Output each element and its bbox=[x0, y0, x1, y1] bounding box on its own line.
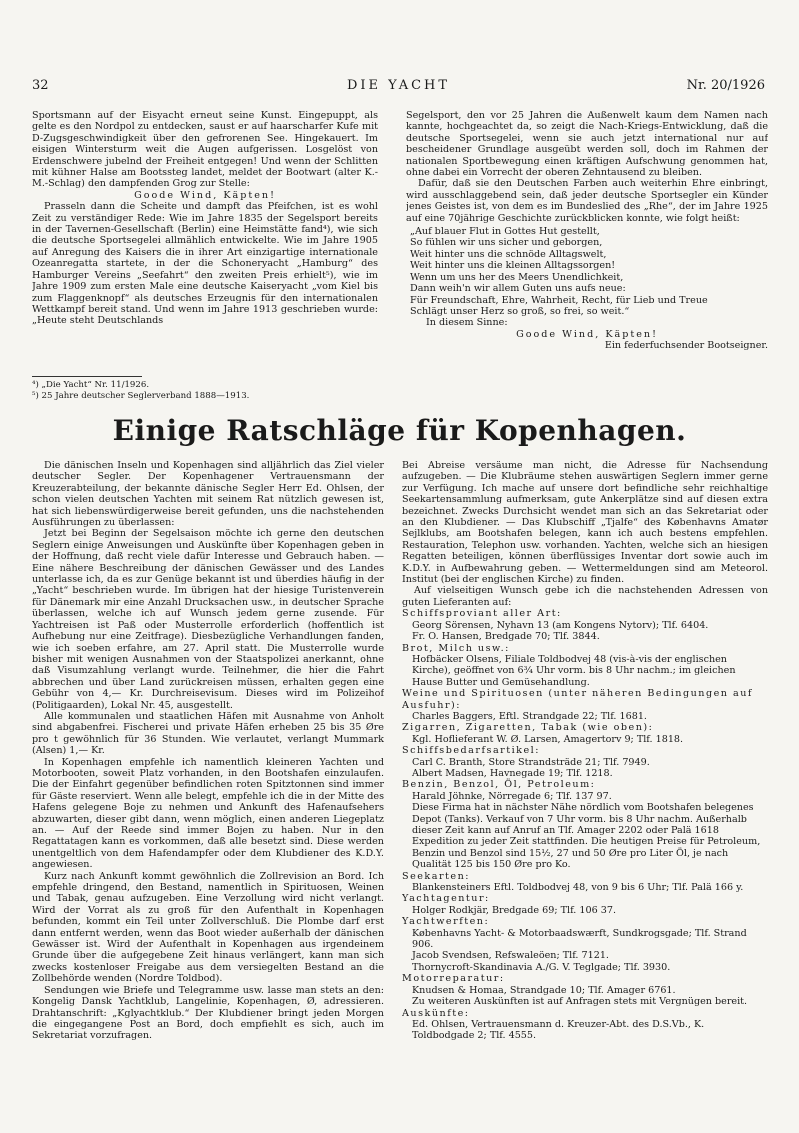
supplier-line: Hofbäcker Olsens, Filiale Toldbodvej 48 (vis-à-vis der englischen Kirche), geöffnet von 6¾ Uhr vorm. bis 8 Uhr nachm.; im gleichen Hause Butter und Gemüsehandlung. bbox=[412, 653, 736, 688]
supplier-category: Yachtagentur: bbox=[402, 893, 490, 905]
supplier-line: Jacob Svendsen, Refswaleöen; Tlf. 7121. bbox=[412, 950, 609, 962]
paragraph: Die dänischen Inseln und Kopenhagen sind alljährlich das Ziel vieler deutscher Segler. Der Kopenhagener Vertrauensmann der Kreuzerabteilung, der bekannte dänische Segler Herr Ed. Ohlsen, der schon vielen deutschen Yachten mit seinem Rat nützlich gewesen ist, hat sich liebenswürdigerweise bereit gefunden, uns die nachstehenden Ausführungen zu überlassen: bbox=[32, 460, 384, 529]
poem-line: Für Freundschaft, Ehre, Wahrheit, Recht, für Lieb und Treue bbox=[410, 294, 708, 306]
paragraph: Dafür, daß sie den Deutschen Farben auch weiterhin Ehre einbringt, wird ausschlaggebend sein, daß jeder deutsche Sportsegler ein Künder jenes Geistes ist, von dem es im Bundeslied des „Rhe“, der im Jahre 1925 auf eine 70jährige Geschichte zurückblicken konnte, wie folgt heißt: bbox=[406, 178, 768, 224]
supplier-line: Georg Sörensen, Nyhavn 13 (am Kongens Nytorv); Tlf. 6404. bbox=[412, 619, 709, 631]
page-header bbox=[32, 78, 765, 98]
supplier-line: Charles Baggers, Eftl. Strandgade 22; Tlf. 1681. bbox=[412, 710, 647, 722]
supplier-line: Thornycroft-Skandinavia A./G. V. Teglgade; Tlf. 3930. bbox=[412, 961, 671, 973]
page-number: 32 bbox=[32, 78, 49, 93]
supplier-category: Schiffsproviant aller Art: bbox=[402, 608, 562, 620]
supplier-line: Holger Rodkjär, Bredgade 69; Tlf. 106 37. bbox=[412, 904, 617, 916]
article-title: Einige Ratschläge für Kopenhagen. bbox=[112, 414, 687, 447]
top-right-column bbox=[406, 110, 768, 410]
supplier-line: Carl C. Branth, Store Strandsträde 21; Tlf. 7949. bbox=[412, 756, 650, 768]
poem-line: Weit hinter uns die schnöde Alltagswelt, bbox=[410, 248, 607, 260]
poem-line: So fühlen wir uns sicher und geborgen, bbox=[410, 237, 603, 249]
top-left-column bbox=[32, 110, 378, 372]
poem-line: Wenn um uns her des Meers Unendlichkeit, bbox=[410, 271, 624, 283]
poem-line: Dann weih'n wir allem Guten uns aufs neue: bbox=[410, 283, 626, 295]
paragraph: In Kopenhagen empfehle ich namentlich kleineren Yachten und Motorbooten, soweit Platz vorhanden, in den Bootshafen einzulaufen. Die der Einfahrt gegenüber befindlichen roten Spitztonnen sind immer für Gäste reserviert. Wenn alle belegt, empfehle ich die in der Mitte des Hafens gelegene Boje zu nehmen und Ankunft des Hafenaufsehers abzuwarten, dieser gibt dann, wenn möglich, einen anderen Liegeplatz an. — Auf der Reede sind immer Bojen zu haben. Nur in den Regattatagen kann es vorkommen, daß alle besetzt sind. Diese werden unentgeltlich von dem Hafendampfer oder dem Klubdiener des K.D.Y. angewiesen. bbox=[32, 756, 384, 871]
paragraph: Kurz nach Ankunft kommt gewöhnlich die Zollrevision an Bord. Ich empfehle dringend, den Bestand, namentlich in Spirituosen, Weinen und Tabak, genau aufzugeben. Eine Verzollung wird nicht verlangt. Wird der Vorrat als zu groß für den Aufenthalt in Kopenhagen befunden, kommt ein Teil unter Zollverschluß. Die Plombe darf erst dann entfernt werden, wenn das Boot wieder außerhalb der dänischen Gewässer ist. Wird der Aufenthalt in Kopenhagen aus irgendeinem Grunde über die aufgegebene Zeit hinaus verlängert, kann man sich zwecks kostenloser Freigabe aus dem versiegelten Bestand an die Zollbehörde wenden (Nordre Toldbod). bbox=[32, 870, 384, 985]
supplier-category: Schiffsbedarfsartikel: bbox=[402, 745, 540, 757]
paragraph: Alle kommunalen und staatlichen Häfen mit Ausnahme von Anholt sind abgabenfrei. Fischerei und private Häfen erheben 25 bis 35 Øre pro t gewöhnlich für 36 Stunden. Wie verlautet, verlangt Mummark (Alsen) 1,— Kr. bbox=[32, 710, 384, 757]
article-left-column bbox=[32, 460, 384, 1115]
supplier-category: Benzin, Benzol, Öl, Petroleum: bbox=[402, 779, 596, 791]
motto: Goode Wind, Käpten! bbox=[516, 328, 658, 340]
paragraph: Bei Abreise versäume man nicht, die Adresse für Nachsendung aufzugeben. — Die Klubräume stehen auswärtigen Seglern immer gerne zur Verfügung. Ich mache auf unsere dort befindliche sehr reichhaltige Seekartensammlung aufmerksam, gute Ankerplätze sind auf diesen extra bezeichnet. Zwecks Durchsicht wendet man sich an das Sekretariat oder an den Klubdiener. — Das Klubschiff „Tjalfe“ des Københavns Amatør Sejlklubs, am Bootshafen belegen, kann ich auch bestens empfehlen. Restauration, Telephon usw. vorhanden. Yachten, welche sich an hiesigen Regatten beteiligen, können überflüssiges Inventar dort sowie auch im K.D.Y. in Aufbewahrung geben. — Wettermeldungen sind am Meteorol. Institut (bei der englischen Kirche) zu finden. bbox=[402, 460, 768, 586]
footnote: ⁵) 25 Jahre deutscher Seglerverband 1888—1913. bbox=[32, 391, 250, 401]
supplier-line: Zu weiteren Auskünften ist auf Anfragen stets mit Vergnügen bereit. bbox=[412, 996, 748, 1008]
supplier-line: Fr. O. Hansen, Bredgade 70; Tlf. 3844. bbox=[412, 631, 600, 643]
paragraph: Sportsmann auf der Eisyacht erneut seine Kunst. Eingepuppt, als gelte es den Nordpol zu entdecken, saust er auf haarscharfer Kufe mit D-Zugsgeschwindigkeit über den gefrorenen See. Hingekauert. Im eisigen Wintersturm weit die Augen aufgerissen. Losgelöst von Erdenschwere jubelnd der Freiheit entgegen! Und wenn der Schlitten mit kühner Halse am Bootssteg landet, meldet der Bootwart (alter K.-M.-Schlag) den dampfenden Grog zur Stelle: bbox=[32, 110, 378, 190]
article-right-column bbox=[402, 460, 768, 1115]
supplier-line: Blankensteiners Eftl. Toldbodvej 48, von 9 bis 6 Uhr; Tlf. Palä 166 y. bbox=[412, 882, 744, 894]
supplier-line: Harald Jöhnke, Nörregade 6; Tlf. 137 97. bbox=[412, 790, 612, 802]
supplier-line: Diese Firma hat in nächster Nähe nördlich vom Bootshafen belegenes Depot (Tanks). Verkauf von 7 Uhr vorm. bis 8 Uhr nachm. Außerhalb dieser Zeit kann auf Anruf an Tlf. Amager 2202 oder Palä 1618 Expedition zu jeder Zeit stattfinden. Die heutigen Preise für Petroleum, Benzin und Benzol sind 15½, 27 und 50 Øre pro Liter Öl, je nach Qualität 125 bis 150 Øre pro Ko. bbox=[412, 802, 761, 871]
supplier-category: Yachtwerften: bbox=[402, 916, 490, 928]
paragraph: Prasseln dann die Scheite und dampft das Pfeifchen, ist es wohl Zeit zu verständiger Rede: Wie im Jahre 1835 der Segelsport bereits in der Tavernen-Gesellschaft (Berlin) eine Heimstätte fand⁴), wie sich die deutsche Sportsegelei allmählich entwickelte. Wie im Jahre 1905 auf Anregung des Kaisers die in ihrer Art einzigartige internationale Ozeanregatta startete, in der die Schoneryacht „Hamburg“ des Hamburger Vereins „Seefahrt“ den zweiten Preis erhielt⁵), wie im Jahre 1909 zum ersten Male eine deutsche Kaiseryacht „vom Kiel bis zum Flaggenknopf“ als deutsches Erzeugnis für den internationalen Wettkampf bereit stand. Und wenn im Jahre 1913 geschrieben wurde: „Heute steht Deutschlands bbox=[32, 201, 378, 327]
paragraph: Jetzt bei Beginn der Segelsaison möchte ich gerne den deutschen Seglern einige Anweisungen und Auskünfte über Kopenhagen geben in der Hoffnung, daß recht viele dafür Interesse und Gebrauch haben. — Eine nähere Beschreibung der dänischen Gewässer und des Landes unterlasse ich, da es zur Genüge bekannt ist und überdies häufig in der „Yacht“ beschrieben wurde. Im übrigen hat der hiesige Turistenverein für Dänemark mir eine Anzahl Drucksachen usw., in deutscher Sprache überlassen, welche ich auf Wunsch jedem gerne zusende. Für Yachtreisen ist Paß oder Musterrolle erforderlich (hoffentlich ist Aufhebung nur eine Zeitfrage). Diesbezügliche Verhandlungen fanden, wie ich soeben erfahre, am 27. April statt. Die Musterrolle wurde bisher mit wenigen Ausnahmen von der Staatspolizei anerkannt, ohne daß Visumzahlung verlangt wurde. Teilnehmer, die hier die Fahrt abbrechen und über Land zurückreisen müssen, erhalten gegen eine Gebühr von 4,— Kr. Durchreisevisum. Dieses wird im Polizeihof (Politigaarden), Lokal Nr. 45, ausgestellt. bbox=[32, 528, 384, 711]
footnote-divider bbox=[32, 376, 142, 377]
supplier-line: Københavns Yacht- & Motorbaadswærft, Sundkrogsgade; Tlf. Strand 906. bbox=[412, 927, 747, 951]
poem-line: „Auf blauer Flut in Gottes Hut gestellt, bbox=[410, 226, 600, 238]
paragraph: Auf vielseitigen Wunsch gebe ich die nachstehenden Adressen von guten Lieferanten auf: bbox=[402, 585, 768, 608]
supplier-category: Seekarten: bbox=[402, 870, 470, 882]
supplier-category: Zigarren, Zigaretten, Tabak (wie oben): bbox=[402, 722, 654, 734]
issue-number: Nr. 20/1926 bbox=[686, 78, 765, 93]
supplier-line: Kgl. Hoflieferant W. Ø. Larsen, Amagertorv 9; Tlf. 1818. bbox=[412, 733, 684, 745]
poem-line: Schlägt unser Herz so groß, so frei, so weit.“ bbox=[410, 305, 630, 317]
supplier-category: Brot, Milch usw.: bbox=[402, 642, 510, 654]
footnote: ⁴) „Die Yacht“ Nr. 11/1926. bbox=[32, 380, 150, 390]
paragraph: Sendungen wie Briefe und Telegramme usw. lasse man stets an den: Kongelig Dansk Yachtklub, Langelinie, Kopenhagen, Ø, adressieren. Drahtanschrift: „Kglyachtklub.“ Der Klubdiener bringt jeden Morgen die eingegangene Post an Bord, doch empfiehlt es sich, auch im Sekretariat vorzufragen. bbox=[32, 984, 384, 1042]
supplier-line: Ed. Ohlsen, Vertrauensmann d. Kreuzer-Abt. des D.S.Vb., K. Toldbodgade 2; Tlf. 4555. bbox=[412, 1018, 705, 1042]
supplier-category: Weine und Spirituosen (unter näheren Bedingungen auf Ausfuhr): bbox=[402, 688, 753, 711]
paragraph: Segelsport, den vor 25 Jahren die Außenwelt kaum dem Namen nach kannte, hochgeachtet da, so zeigt die Nach-Kriegs-Entwicklung, daß die deutsche Sportsegelei, wenn sie auch jetzt international nur auf bescheidener Grundlage ausgeübt werden soll, doch im Rahmen der nationalen Sportbewegung einen kräftigen Aufschwung genommen hat, ohne dabei ein Vorrecht der oberen Zehntausend zu bleiben. bbox=[406, 110, 768, 179]
magazine-title: DIE YACHT bbox=[346, 78, 451, 93]
supplier-category: Auskünfte: bbox=[402, 1007, 470, 1019]
motto: Goode Wind, Käpten! bbox=[134, 189, 276, 201]
poem-line: Weit hinter uns die kleinen Alltagssorgen! bbox=[410, 260, 616, 272]
supplier-line: Knudsen & Homaa, Strandgade 10; Tlf. Amager 6761. bbox=[412, 984, 676, 996]
supplier-line: Albert Madsen, Havnegade 19; Tlf. 1218. bbox=[412, 767, 613, 779]
supplier-category: Motorreparatur: bbox=[402, 973, 505, 985]
closing-line: In diesem Sinne: bbox=[426, 317, 508, 329]
signature: Ein federfuchsender Bootseigner. bbox=[604, 340, 768, 352]
